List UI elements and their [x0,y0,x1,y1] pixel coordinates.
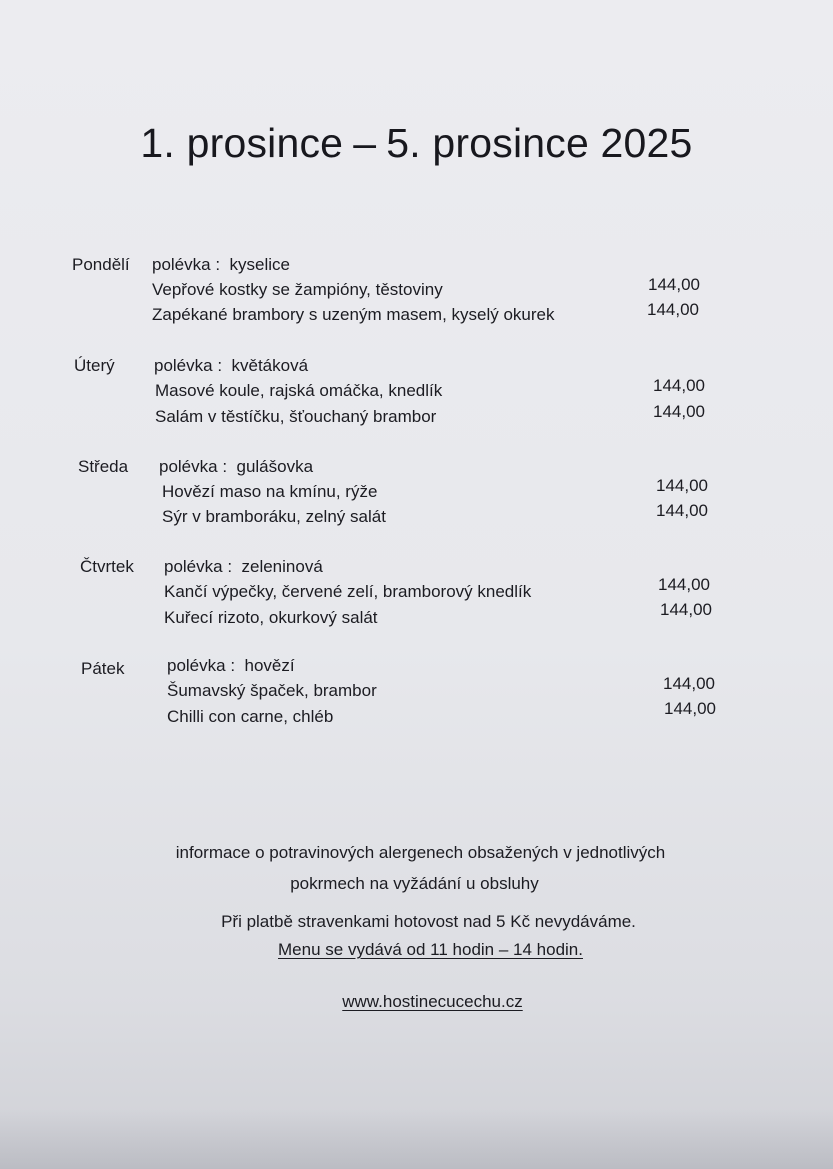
dish-name: Masové koule, rajská omáčka, knedlík [155,381,443,400]
soup-line [159,455,313,479]
soup-name: zeleninová [241,557,323,576]
day-name: Středa [78,457,129,476]
soup-label: polévka : [159,457,228,476]
serving-hours-wrapper [14,940,833,960]
day-name: Úterý [74,356,115,375]
dish-name: Salám v těstíčku, šťouchaný brambor [155,407,437,426]
dish-price: 144,00 [660,600,712,619]
day-name: Pondělí [72,255,130,274]
page-title [0,120,833,167]
dish-name: Kuřecí rizoto, okurkový salát [164,608,378,627]
soup-label: polévka : [152,255,221,274]
allergen-info-line2: pokrmech na vyžádání u obsluhy [290,874,539,893]
dish-price: 144,00 [656,501,708,520]
serving-hours: Menu se vydává od 11 hodin – 14 hodin. [278,940,583,959]
website-link[interactable]: www.hostinecucechu.cz [342,992,523,1011]
soup-name: hovězí [244,656,295,675]
soup-line [152,253,290,277]
dish-name: Kančí výpečky, červené zelí, bramborový knedlík [164,582,532,601]
soup-name: kyselice [229,255,290,274]
day-monday [72,253,712,333]
dish-price: 144,00 [653,402,705,421]
day-name: Čtvrtek [80,557,134,576]
dish-price: 144,00 [658,575,710,594]
soup-name: gulášovka [236,457,314,476]
dish-price: 144,00 [664,699,716,718]
day-name: Pátek [81,659,125,678]
soup-name: květáková [231,356,309,375]
title-end-date: 5. prosince 2025 [386,120,693,166]
paper-shadow [0,1109,833,1169]
dish-price: 144,00 [648,275,700,294]
soup-line [164,555,323,579]
dish-name: Šumavský špaček, brambor [167,681,377,700]
day-tuesday [74,354,714,434]
soup-line [154,354,308,378]
soup-line [167,654,295,678]
dish-name: Chilli con carne, chléb [167,707,334,726]
dish-name: Sýr v bramboráku, zelný salát [162,507,386,526]
website-wrapper [16,992,833,1012]
dish-name: Zapékané brambory s uzeným masem, kyselý okurek [152,305,555,324]
dish-price: 144,00 [653,376,705,395]
dish-price: 144,00 [656,476,708,495]
soup-label: polévka : [164,557,233,576]
title-start-date: 1. prosince [140,120,344,166]
day-thursday [80,555,720,635]
day-wednesday [78,455,718,535]
dish-name: Vepřové kostky se žampióny, těstoviny [152,280,443,299]
dish-name: Hovězí maso na kmínu, rýže [162,482,378,501]
soup-label: polévka : [167,656,236,675]
title-dash: – [353,120,377,166]
soup-label: polévka : [154,356,223,375]
dish-price: 144,00 [647,300,699,319]
dish-price: 144,00 [663,674,715,693]
allergen-info-line1: informace o potravinových alergenech obsažených v jednotlivých [175,843,666,862]
day-friday [81,657,721,737]
payment-note: Při platbě stravenkami hotovost nad 5 Kč nevydáváme. [221,912,636,931]
